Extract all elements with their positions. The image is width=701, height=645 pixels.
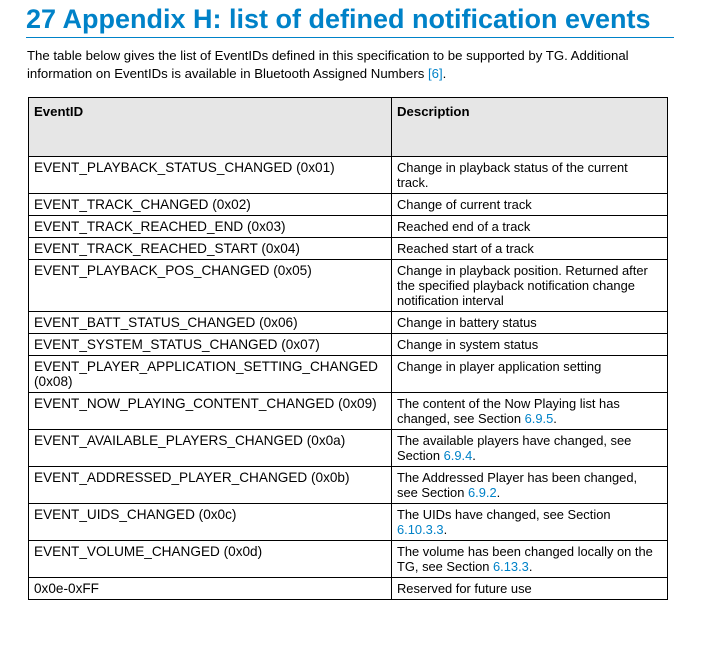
table-row bbox=[29, 157, 668, 194]
description-text: Change in playback position. Returned after the specified playback notification change notification interval bbox=[397, 263, 648, 308]
event-id-cell: EVENT_PLAYBACK_POS_CHANGED (0x05) bbox=[29, 260, 392, 312]
heading-underline bbox=[26, 37, 674, 38]
description-cell bbox=[392, 238, 668, 260]
event-id-cell: EVENT_AVAILABLE_PLAYERS_CHANGED (0x0a) bbox=[29, 430, 392, 467]
description-cell bbox=[392, 312, 668, 334]
description-text: Change in system status bbox=[397, 337, 539, 352]
event-id-cell: EVENT_PLAYBACK_STATUS_CHANGED (0x01) bbox=[29, 157, 392, 194]
table-row bbox=[29, 260, 668, 312]
event-id-cell: EVENT_SYSTEM_STATUS_CHANGED (0x07) bbox=[29, 334, 392, 356]
event-id-cell: 0x0e-0xFF bbox=[29, 578, 392, 600]
description-text: The content of the Now Playing list has changed, see Section bbox=[397, 396, 620, 426]
section-link[interactable]: 6.9.5 bbox=[524, 411, 554, 426]
header-description: Description bbox=[392, 98, 668, 157]
intro-reference-link[interactable]: [6] bbox=[427, 66, 443, 81]
description-text: Reached end of a track bbox=[397, 219, 531, 234]
table-row bbox=[29, 356, 668, 393]
table-row bbox=[29, 578, 668, 600]
description-cell bbox=[392, 157, 668, 194]
description-end: . bbox=[472, 448, 476, 463]
description-text: The UIDs have changed, see Section bbox=[397, 507, 611, 522]
event-id-cell: EVENT_TRACK_REACHED_END (0x03) bbox=[29, 216, 392, 238]
section-link[interactable]: 6.9.2 bbox=[467, 485, 497, 500]
page-heading: 27 Appendix H: list of defined notification events bbox=[26, 4, 651, 34]
intro-text: The table below gives the list of EventIDs defined in this specification to be supported by TG. Additional information on EventIDs is available in Bluetooth Assigned Numbers bbox=[27, 48, 629, 81]
event-id-cell: EVENT_NOW_PLAYING_CONTENT_CHANGED (0x09) bbox=[29, 393, 392, 430]
description-text: Reserved for future use bbox=[397, 581, 532, 596]
table-row bbox=[29, 504, 668, 541]
description-end: . bbox=[496, 485, 501, 500]
description-cell bbox=[392, 260, 668, 312]
description-text: Reached start of a track bbox=[397, 241, 534, 256]
table-row bbox=[29, 430, 668, 467]
description-cell bbox=[392, 216, 668, 238]
table-row bbox=[29, 393, 668, 430]
intro-text-end: . bbox=[442, 66, 447, 81]
description-text: Change in playback status of the current track. bbox=[397, 160, 628, 190]
intro-paragraph bbox=[27, 47, 677, 83]
description-text: Change in player application setting bbox=[397, 359, 602, 374]
table-row bbox=[29, 467, 668, 504]
section-link[interactable]: 6.9.4 bbox=[443, 448, 473, 463]
event-id-cell: EVENT_PLAYER_APPLICATION_SETTING_CHANGED (0x08) bbox=[29, 356, 392, 393]
description-end: . bbox=[528, 559, 533, 574]
description-cell bbox=[392, 541, 668, 578]
event-id-cell: EVENT_VOLUME_CHANGED (0x0d) bbox=[29, 541, 392, 578]
table-row bbox=[29, 194, 668, 216]
description-text: The Addressed Player has been changed, see Section bbox=[397, 470, 638, 500]
table-row bbox=[29, 312, 668, 334]
description-text: The available players have changed, see Section bbox=[397, 433, 632, 463]
description-end: . bbox=[553, 411, 557, 426]
events-table bbox=[28, 97, 668, 600]
description-cell bbox=[392, 334, 668, 356]
table-row bbox=[29, 334, 668, 356]
description-cell bbox=[392, 430, 668, 467]
description-cell bbox=[392, 504, 668, 541]
section-link[interactable]: 6.13.3 bbox=[493, 559, 529, 574]
description-cell bbox=[392, 194, 668, 216]
event-id-cell: EVENT_TRACK_CHANGED (0x02) bbox=[29, 194, 392, 216]
description-cell bbox=[392, 578, 668, 600]
description-cell bbox=[392, 467, 668, 504]
table-row bbox=[29, 238, 668, 260]
description-cell bbox=[392, 393, 668, 430]
event-id-cell: EVENT_BATT_STATUS_CHANGED (0x06) bbox=[29, 312, 392, 334]
table-header-row bbox=[29, 98, 668, 157]
header-eventid: EventID bbox=[29, 98, 392, 157]
description-end: . bbox=[443, 522, 448, 537]
table-row bbox=[29, 216, 668, 238]
description-text: The volume has been changed locally on the TG, see Section bbox=[397, 544, 653, 574]
description-text: Change in battery status bbox=[397, 315, 537, 330]
table-row bbox=[29, 541, 668, 578]
description-text: Change of current track bbox=[397, 197, 532, 212]
event-id-cell: EVENT_ADDRESSED_PLAYER_CHANGED (0x0b) bbox=[29, 467, 392, 504]
event-id-cell: EVENT_UIDS_CHANGED (0x0c) bbox=[29, 504, 392, 541]
event-id-cell: EVENT_TRACK_REACHED_START (0x04) bbox=[29, 238, 392, 260]
section-link[interactable]: 6.10.3.3 bbox=[397, 522, 444, 537]
description-cell bbox=[392, 356, 668, 393]
